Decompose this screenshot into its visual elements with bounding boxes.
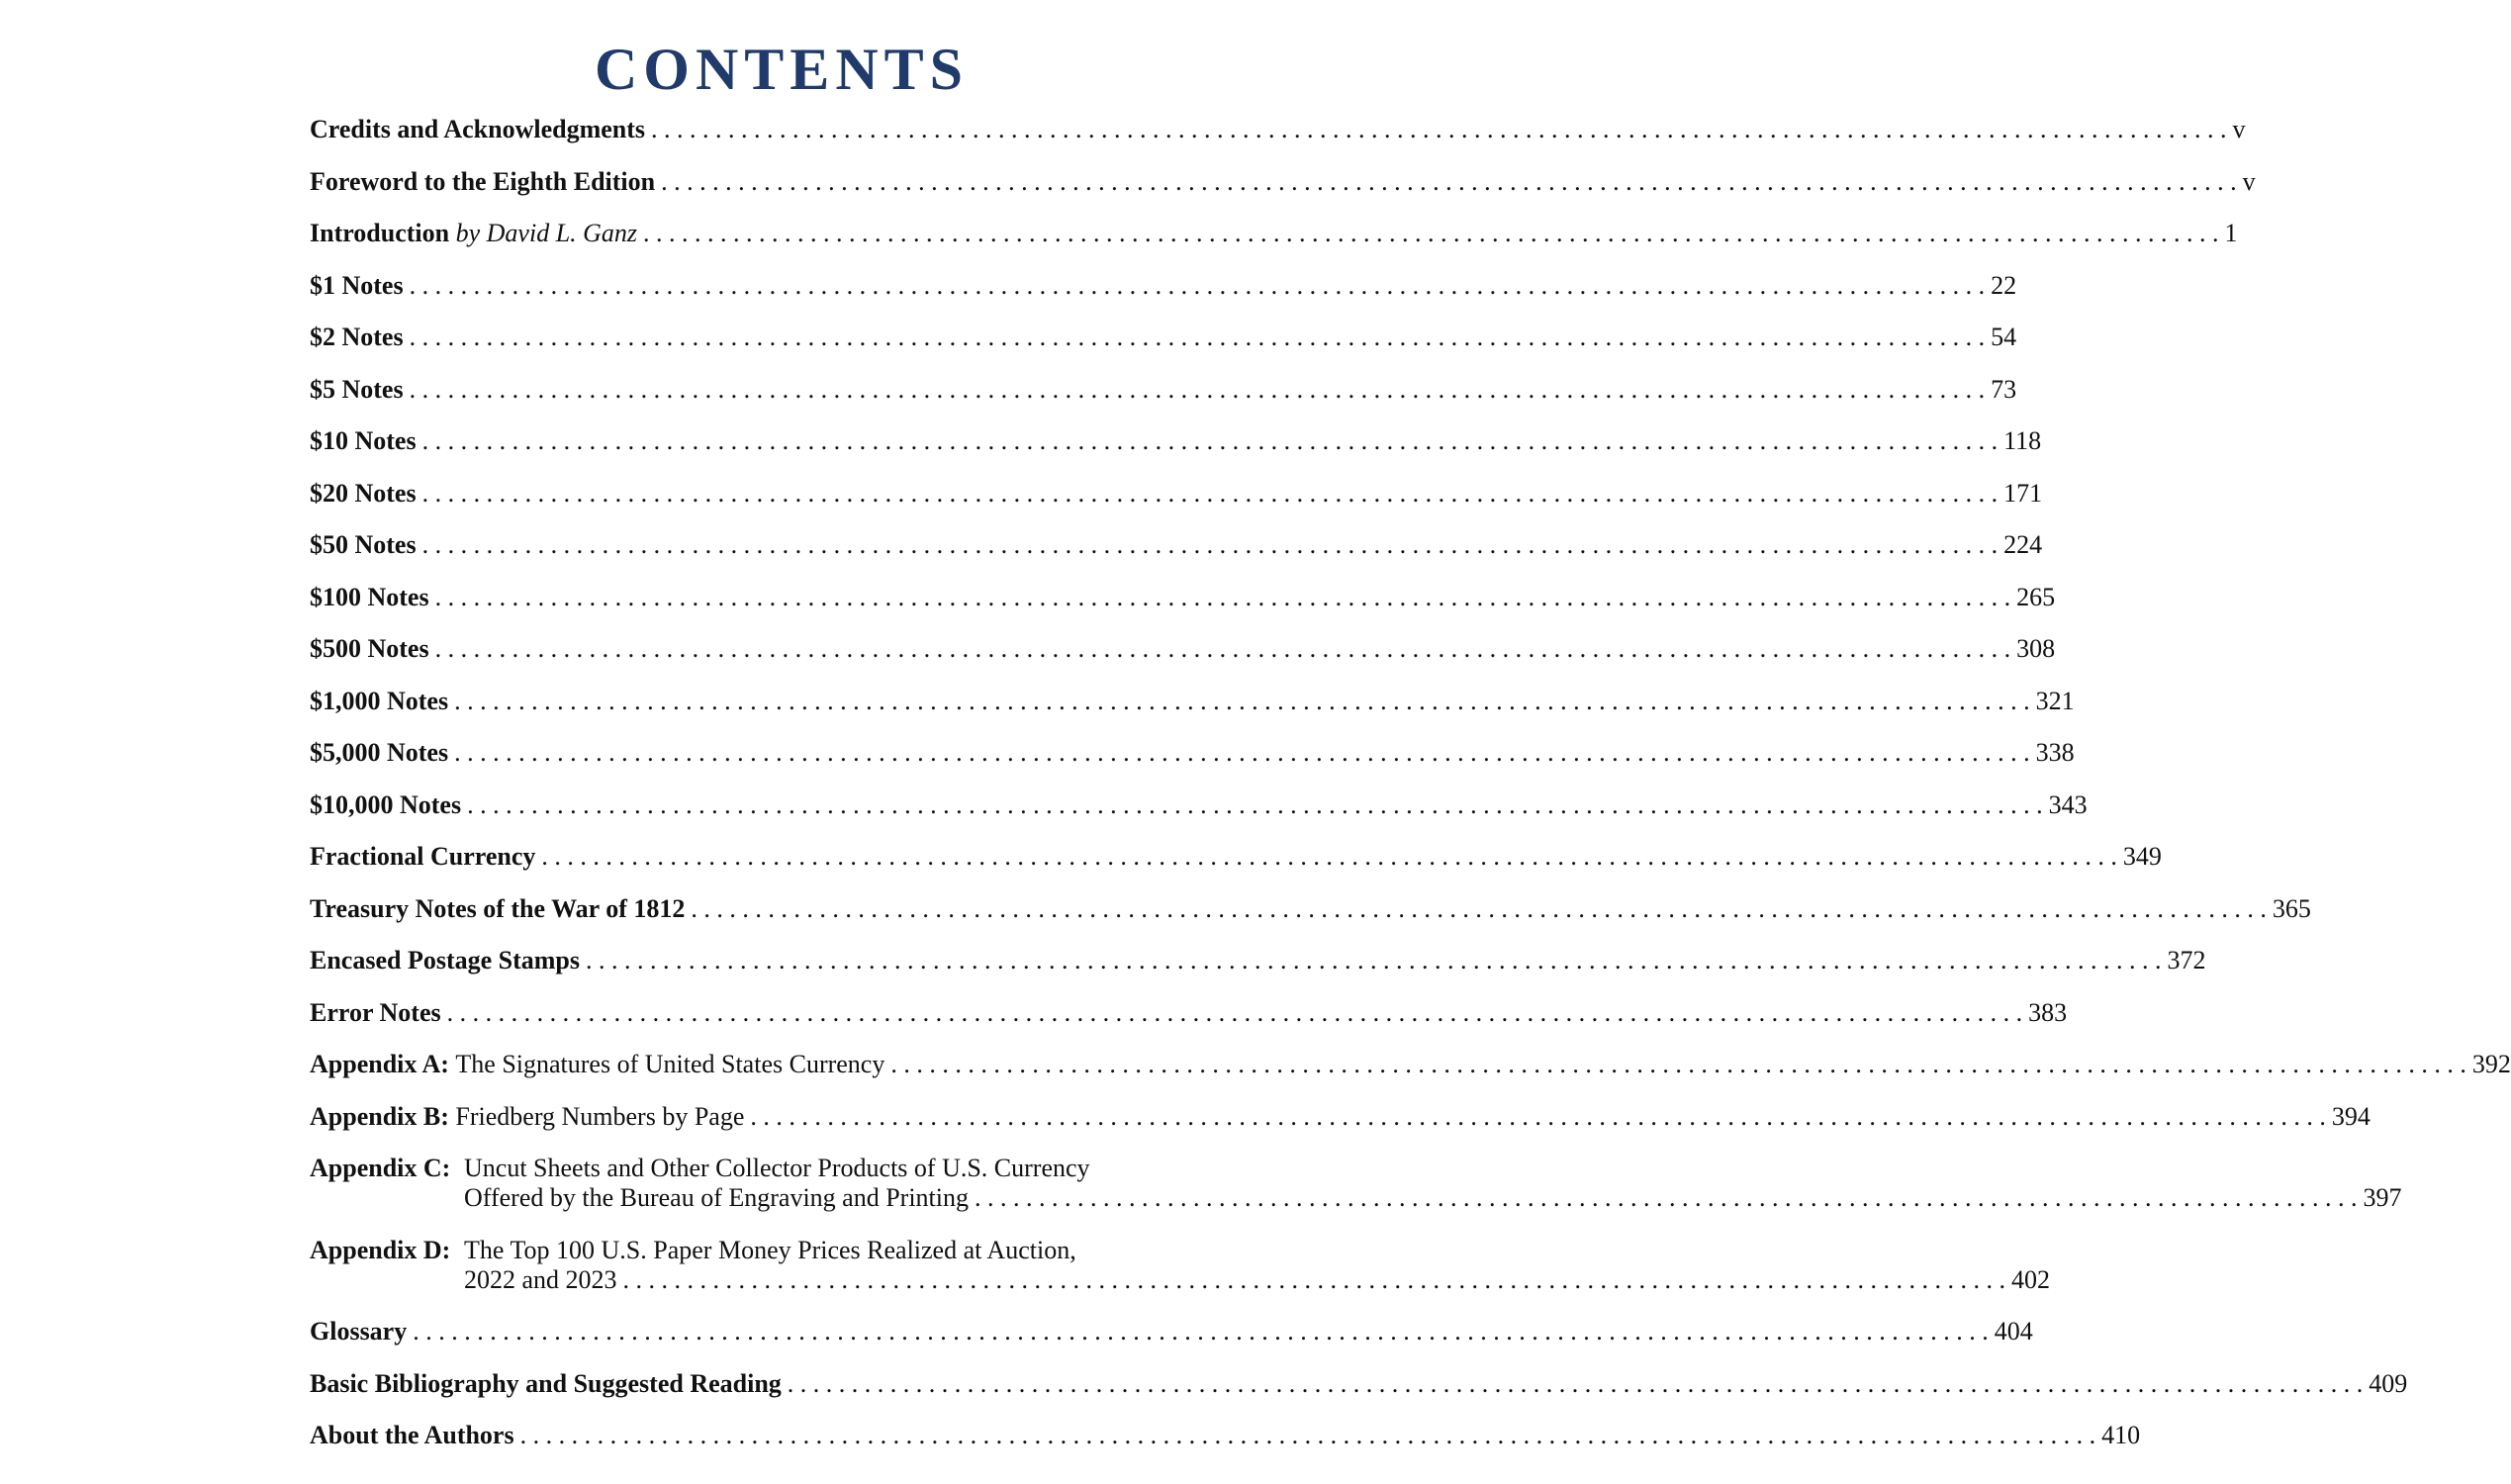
toc-entry-page: v [2242, 166, 2256, 196]
toc-entry-label: $20 Notes [310, 478, 417, 508]
toc-entry-page: 338 [2035, 738, 2075, 767]
toc-entry-2-notes[interactable] [310, 323, 2017, 352]
toc-entry-1000-notes[interactable] [310, 686, 2075, 716]
leader-dots [435, 634, 2011, 664]
toc-entry-about-authors[interactable] [310, 1421, 2141, 1450]
toc-entry-foreword[interactable] [310, 166, 2256, 197]
toc-entry-label: $50 Notes [310, 530, 417, 559]
toc-entry-page: 22 [1991, 270, 2017, 300]
leader-dots [435, 583, 2011, 612]
toc-entry-label: Treasury Notes of the War of 1812 [310, 893, 686, 923]
toc-entry-text-block [464, 1236, 2050, 1295]
toc-entry-label: $500 Notes [310, 634, 429, 663]
toc-entry-label: $10 Notes [310, 426, 417, 455]
toc-entry-bibliography[interactable] [310, 1368, 2408, 1399]
toc-entry-label: Appendix B: [310, 1101, 449, 1131]
toc-entry-label: $1 Notes [310, 270, 404, 300]
toc-entry-page: 410 [2101, 1421, 2141, 1449]
toc-entry-label: Encased Postage Stamps [310, 946, 581, 974]
toc-entry-label: About the Authors [310, 1421, 514, 1449]
leader-dots [788, 1369, 2364, 1399]
toc-entry-10000-notes[interactable] [310, 789, 2088, 820]
toc-entry-text: Uncut Sheets and Other Collector Products of U.S. Currency [464, 1154, 1090, 1182]
toc-entry-10-notes[interactable] [310, 426, 2042, 456]
toc-entry-page: 383 [2028, 997, 2068, 1027]
toc-entry-glossary[interactable] [310, 1317, 2033, 1346]
toc-entry-page: 54 [1991, 323, 2017, 351]
leader-dots [623, 1265, 2006, 1295]
leader-dots [520, 1421, 2096, 1450]
leader-dots [410, 323, 1986, 352]
toc-entry-label: $5 Notes [310, 374, 404, 404]
toc-entry-5000-notes[interactable] [310, 738, 2075, 768]
toc-entry-text: The Signatures of United States Currency [455, 1050, 885, 1078]
toc-entry-text-block [464, 1154, 2402, 1213]
toc-entry-page: 73 [1991, 374, 2017, 404]
toc-entry-label: $5,000 Notes [310, 738, 449, 767]
leader-dots [467, 790, 2043, 820]
toc-entry-page: 409 [2369, 1368, 2408, 1398]
toc-entry-credits[interactable] [310, 115, 2246, 144]
toc-entry-line [464, 1154, 2402, 1183]
leader-dots [422, 479, 1999, 509]
leader-dots [422, 530, 1999, 560]
toc-entry-page: 265 [2016, 582, 2056, 611]
toc-entry-page: 171 [2003, 478, 2043, 508]
leader-dots [643, 219, 2219, 248]
toc-entry-encased-postage-stamps[interactable] [310, 946, 2206, 975]
toc-entry-page: 372 [2167, 946, 2206, 974]
leader-dots [691, 894, 2267, 924]
toc-entry-label: Appendix A: [310, 1050, 449, 1078]
toc-entry-page: 402 [2011, 1264, 2051, 1294]
toc-entry-page: 365 [2272, 893, 2311, 923]
toc-entry-label: Glossary [310, 1317, 408, 1345]
toc-entry-page: 321 [2035, 686, 2075, 715]
toc-entry-label: $100 Notes [310, 582, 429, 611]
leader-dots [975, 1183, 2358, 1213]
toc-entry-introduction[interactable] [310, 219, 2238, 248]
toc-entry-page: 394 [2331, 1101, 2371, 1131]
leader-dots [661, 167, 2237, 197]
page-title: CONTENTS [594, 37, 970, 102]
toc-entry-line [464, 1265, 2050, 1295]
toc-entry-line [464, 1236, 2050, 1265]
leader-dots [422, 426, 1999, 456]
toc-entry-line [464, 1183, 2402, 1213]
toc-entry-label: $10,000 Notes [310, 789, 462, 819]
toc-entry-label: Credits and Acknowledgments [310, 115, 646, 143]
toc-entry-text: Offered by the Bureau of Engraving and Printing [464, 1183, 969, 1212]
toc-entry-1-notes[interactable] [310, 270, 2017, 301]
leader-dots [447, 998, 2023, 1028]
toc-entry-page: 224 [2003, 530, 2043, 559]
toc-entry-label: $1,000 Notes [310, 686, 449, 715]
toc-entry-fractional-currency[interactable] [310, 842, 2162, 872]
toc-entry-label: Error Notes [310, 997, 441, 1027]
toc-entry-appendix-a[interactable] [310, 1050, 2511, 1079]
toc-entry-label: Fractional Currency [310, 842, 536, 871]
toc-entry-20-notes[interactable] [310, 478, 2043, 509]
toc-entry-label: $2 Notes [310, 323, 404, 351]
toc-entry-page: 1 [2224, 219, 2238, 247]
toc-entry-appendix-d[interactable] [310, 1235, 2051, 1295]
toc-entry-label-wrap [310, 1050, 884, 1079]
leader-dots [413, 1317, 1989, 1346]
toc-entry-byline: by David L. Ganz [455, 219, 638, 247]
toc-entry-text: The Top 100 U.S. Paper Money Prices Realized at Auction, [464, 1235, 1076, 1264]
leader-dots [890, 1050, 2466, 1079]
toc-entry-appendix-c[interactable] [310, 1154, 2402, 1213]
toc-entry-appendix-b[interactable] [310, 1101, 2371, 1132]
leader-dots [651, 115, 2227, 144]
toc-entry-page: 392 [2471, 1050, 2511, 1078]
table-of-contents [310, 111, 2511, 1450]
leader-dots [454, 738, 2030, 768]
leader-dots [586, 946, 2162, 975]
toc-entry-page: 349 [2122, 842, 2162, 871]
toc-entry-label-wrap [310, 1102, 744, 1132]
toc-entry-label: Appendix D: [310, 1235, 451, 1264]
toc-entry-error-notes[interactable] [310, 997, 2068, 1028]
toc-entry-page: 397 [2363, 1183, 2402, 1212]
leader-dots [410, 375, 1986, 405]
toc-entry-500-notes[interactable] [310, 634, 2056, 664]
leader-dots [541, 842, 2117, 872]
leader-dots [454, 687, 2030, 716]
toc-entry-page: v [2232, 115, 2246, 143]
toc-entry-treasury-notes-1812[interactable] [310, 893, 2311, 924]
leader-dots [750, 1102, 2326, 1132]
toc-entry-5-notes[interactable] [310, 374, 2017, 405]
leader-dots [410, 271, 1986, 301]
toc-entry-label: Foreword to the Eighth Edition [310, 166, 656, 196]
toc-entry-text: 2022 and 2023 [464, 1264, 617, 1294]
toc-entry-label: Introduction [310, 219, 450, 247]
toc-entry-text: Friedberg Numbers by Page [455, 1101, 745, 1131]
toc-entry-page: 118 [2003, 426, 2042, 455]
toc-entry-label-wrap [310, 219, 637, 248]
toc-entry-50-notes[interactable] [310, 530, 2043, 560]
toc-entry-page: 404 [1994, 1317, 2033, 1345]
toc-entry-page: 308 [2016, 634, 2056, 663]
toc-entry-100-notes[interactable] [310, 582, 2056, 612]
toc-entry-label: Basic Bibliography and Suggested Reading [310, 1368, 782, 1398]
toc-entry-label: Appendix C: [310, 1154, 451, 1182]
toc-entry-page: 343 [2048, 789, 2088, 819]
